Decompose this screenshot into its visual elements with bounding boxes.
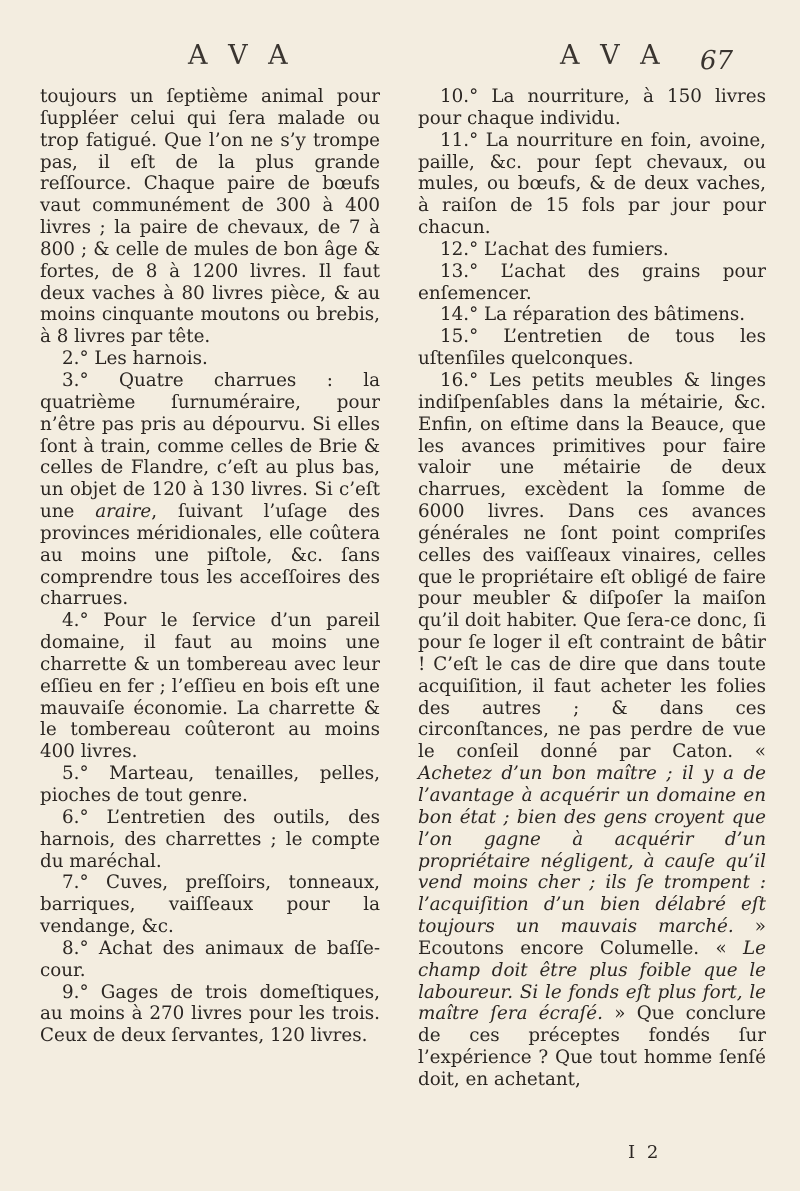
paragraph xyxy=(40,348,380,370)
paragraph xyxy=(40,982,380,1048)
page-number: 67 xyxy=(700,46,734,76)
paragraph xyxy=(418,326,766,370)
paragraph xyxy=(40,610,380,763)
paragraph xyxy=(418,130,766,239)
paragraph-text: 14.° La réparation des bâtimens. xyxy=(440,304,746,326)
paragraph xyxy=(418,261,766,305)
paragraph-text: 9.° Gages de trois domeſtiques, au moins à 270 livres pour les trois. Ceux de deux ſervantes, 120 livres. xyxy=(40,981,380,1047)
paragraph-text: » Que conclure de ces préceptes fondés ſur l’expérience ? Que tout homme ſenſé doit, en achetant, xyxy=(418,1003,767,1090)
paragraph xyxy=(40,86,380,348)
running-head-left: A V A xyxy=(188,40,294,71)
paragraph-text: 7.° Cuves, preſſoirs, tonneaux, barriques, vaiſſeaux pour la vendange, &c. xyxy=(40,872,380,938)
paragraph xyxy=(418,370,766,1091)
paragraph xyxy=(40,370,380,610)
italic-text: araire xyxy=(95,501,152,523)
paragraph-text: , ſuivant l’uſage des provinces méridionales, elle coûtera au moins une piſtole, &c. ſans comprendre tous les acceſſoires des charrues. xyxy=(40,501,381,610)
italic-text: Achetez d’un bon maître ; il y a de l’avantage à acquérir un domaine en bon état ; bien des gens croyent que l’on gagne à acquérir d’un propriétaire négligent, à cauſe qu’il vend moins cher ; ils ſe trompent : l’acquiſition d’un bien délabré eſt toujours un mauvais marché. xyxy=(418,763,766,938)
paragraph-text: 16.° Les petits meubles & linges indiſpenſables dans la métairie, &c. Enfin, on eſtime dans la Beauce, que les avances primitives pour faire valoir une métairie de deux charrues, excèdent la ſomme de 6000 livres. Dans ces avances générales ne ſont point compriſes celles des vaiſſeaux vinaires, celles que le propriétaire eſt obligé de faire pour meubler & diſpoſer la maiſon qu’il doit habiter. Que ſera-ce donc, ſi pour ſe loger il eſt contraint de bâtir ! C’eſt le cas de dire que dans toute acquiſition, il faut acheter les folies des autres ; & dans ces circonſtances, ne pas perdre de vue le conſeil donné par Caton. « xyxy=(418,369,766,763)
paragraph-text: 3.° Quatre charrues : la quatrième ſurnuméraire, pour n’être pas pris au dépourvu. Si elles ſont à train, comme celles de Brie & celles de Flandre, c’eſt au plus bas, un objet de 120 à 130 livres. Si c’eſt une xyxy=(40,369,380,523)
right-text-column xyxy=(418,86,766,1091)
running-head-right xyxy=(560,40,760,76)
paragraph xyxy=(418,304,766,326)
paragraph xyxy=(418,86,766,130)
paragraph xyxy=(40,807,380,873)
paragraph-text: toujours un ſeptième animal pour ſuppléer celui qui ſera malade ou trop fatigué. Que l’on ne s’y trompe pas, il eſt de la plus grande reſſource. Chaque paire de bœufs vaut communément de 300 à 400 livres ; la paire de chevaux, de 7 à 800 ; & celle de mules de bon âge & fortes, de 8 à 1200 livres. Il faut deux vaches à 80 livres pièce, & au moins cinquante moutons ou brebis, à 8 livres par tête. xyxy=(40,86,380,348)
running-head-right-text: A V A xyxy=(560,40,666,71)
paragraph-text: » Ecoutons encore Columelle. « xyxy=(418,916,766,959)
paragraph-text: 15.° L’entretien de tous les uſtenſiles quelconques. xyxy=(418,326,766,370)
paragraph-text: 12.° L’achat des fumiers. xyxy=(440,238,669,260)
paragraph xyxy=(40,872,380,938)
paragraph-text: 2.° Les harnois. xyxy=(62,348,208,370)
paragraph-text: 11.° La nourriture en foin, avoine, paille, &c. pour ſept chevaux, ou mules, ou bœufs, & de deux vaches, à raiſon de 15 fols par jour pour chacun. xyxy=(418,129,766,239)
italic-text: Le champ doit être plus foible que le laboureur. Si le fonds eſt plus fort, le maître ſera écraſé. xyxy=(418,937,766,1025)
paragraph xyxy=(418,239,766,261)
left-text-column xyxy=(40,86,380,1047)
paragraph xyxy=(40,938,380,982)
paragraph-text: 8.° Achat des animaux de baſſe-cour. xyxy=(40,937,380,981)
paragraph-text: 13.° L’achat des grains pour enſemencer. xyxy=(418,260,766,304)
paragraph-text: 5.° Marteau, tenailles, pelles, pioches de tout genre. xyxy=(40,763,380,806)
paragraph xyxy=(40,763,380,807)
paragraph-text: 4.° Pour le ſervice d’un pareil domaine, il faut au moins une charrette & un tombereau avec leur eſſieu en fer ; l’eſſieu en bois eſt une mauvaiſe économie. La charrette & le tombereau coûteront au moins 400 livres. xyxy=(40,610,380,763)
paragraph-text: 6.° L’entretien des outils, des harnois, des charrettes ; le compte du maréchal. xyxy=(40,806,380,872)
paragraph-text: 10.° La nourriture, à 150 livres pour chaque individu. xyxy=(418,86,766,129)
signature-mark: I 2 xyxy=(628,1142,662,1163)
